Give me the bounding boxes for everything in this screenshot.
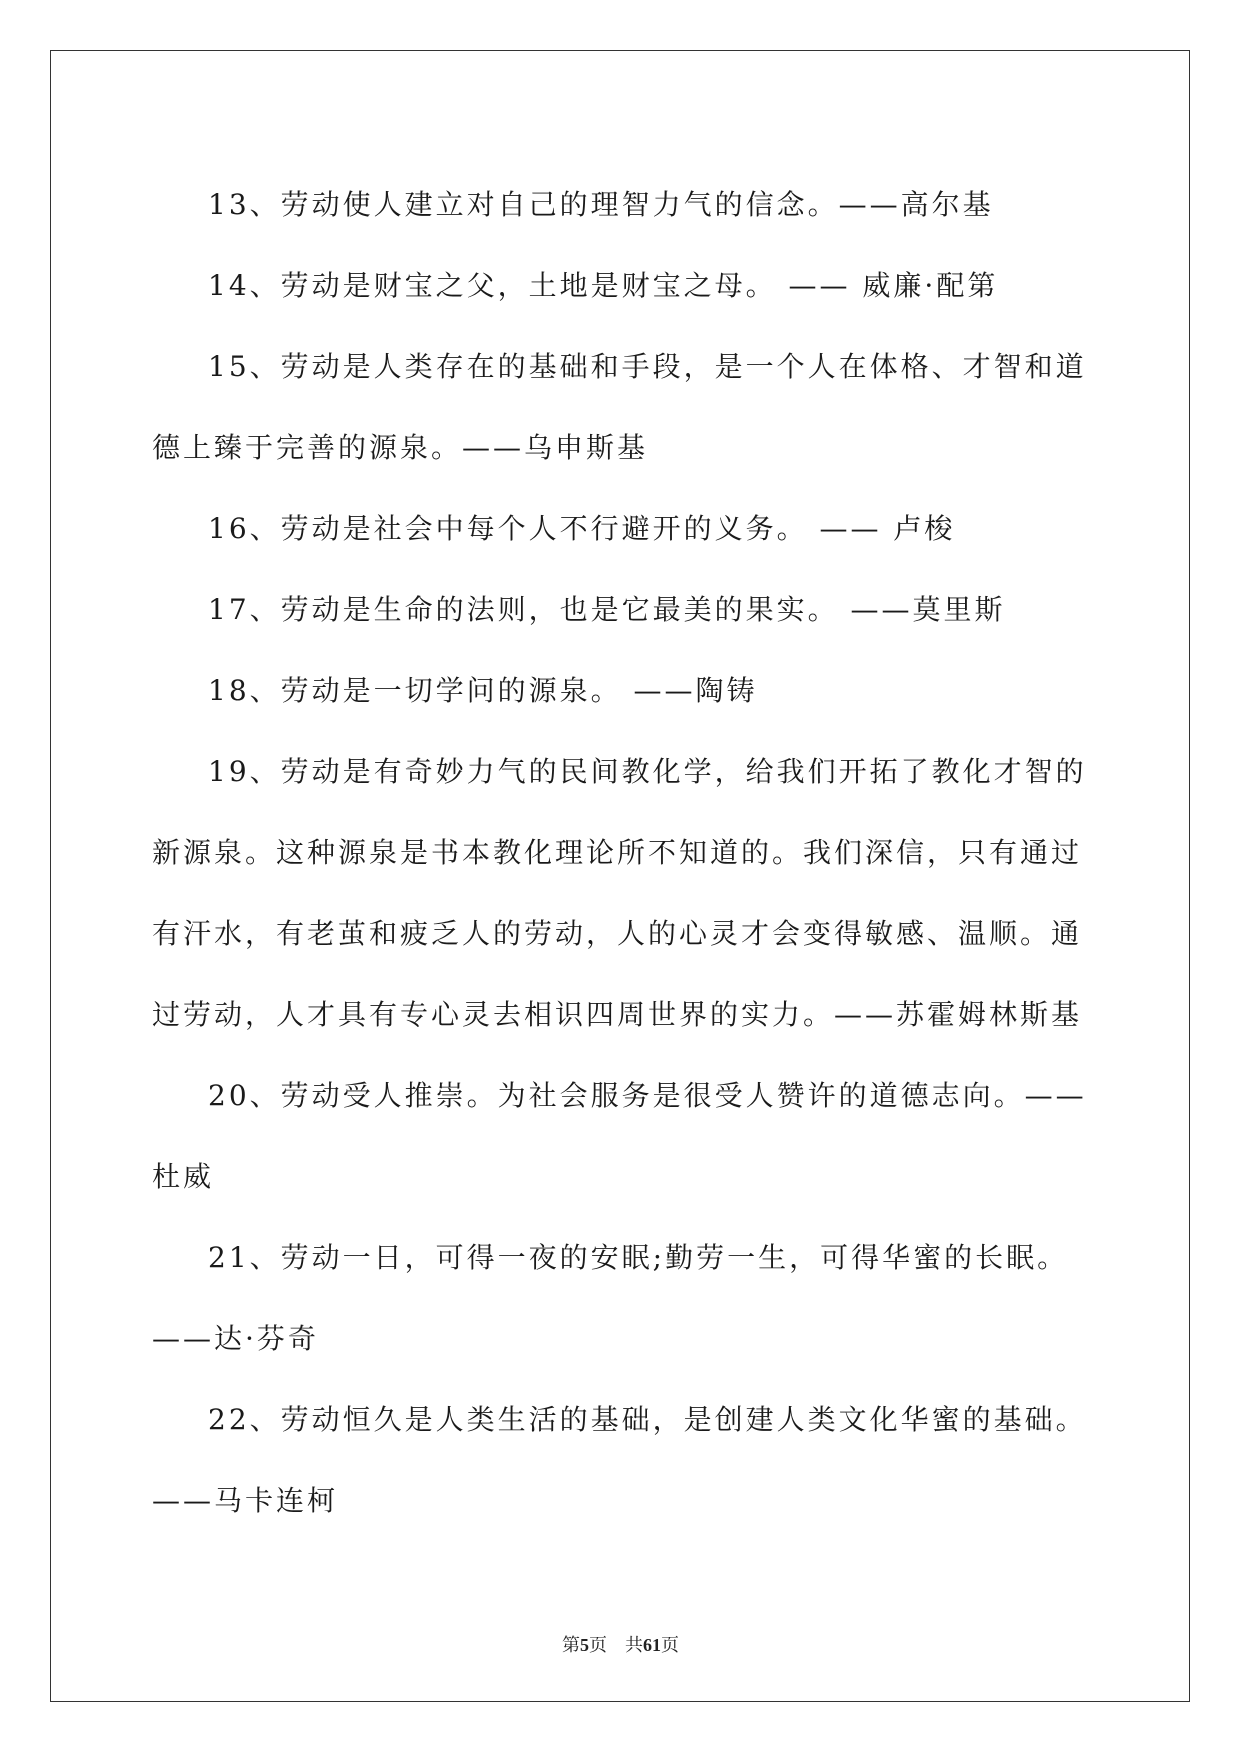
quote-paragraph: 17、劳动是生命的法则，也是它最美的果实。 ——莫里斯 — [208, 593, 1006, 626]
quote-paragraph: 16、劳动是社会中每个人不行避开的义务。 —— 卢梭 — [208, 512, 956, 545]
total-prefix: 共 — [625, 1635, 643, 1656]
quote-paragraph: 18、劳动是一切学问的源泉。 ——陶铸 — [208, 674, 758, 707]
quote-paragraph: 20、劳动受人推崇。为社会服务是很受人赞许的道德志向。——杜威 — [152, 1079, 1087, 1193]
quote-paragraph: 15、劳动是人类存在的基础和手段，是一个人在体格、才智和道德上臻于完善的源泉。——乌申斯基 — [152, 350, 1087, 464]
quote-paragraph: 21、劳动一日，可得一夜的安眠;勤劳一生，可得华蜜的长眠。——达·芬奇 — [152, 1241, 1069, 1355]
total-suffix: 页 — [661, 1635, 679, 1656]
page-prefix: 第 — [562, 1635, 580, 1656]
quote-paragraph: 13、劳动使人建立对自己的理智力气的信念。——高尔基 — [208, 188, 994, 221]
quote-paragraph: 19、劳动是有奇妙力气的民间教化学，给我们开拓了教化才智的新源泉。这种源泉是书本教化理论所不知道的。我们深信，只有通过有汗水，有老茧和疲乏人的劳动，人的心灵才会变得敏感、温顺。通过劳动，人才具有专心灵去相识四周世界的实力。——苏霍姆林斯基 — [152, 755, 1087, 1031]
total-pages: 61 — [643, 1635, 661, 1655]
page-number: 5 — [580, 1635, 589, 1655]
page-footer — [0, 1633, 1241, 1658]
quote-paragraph: 22、劳动恒久是人类生活的基础，是创建人类文化华蜜的基础。——马卡连柯 — [152, 1403, 1087, 1517]
page-suffix: 页 — [589, 1635, 607, 1656]
document-body — [152, 164, 1090, 1541]
quote-paragraph: 14、劳动是财宝之父，土地是财宝之母。 —— 威廉·配第 — [208, 269, 999, 302]
